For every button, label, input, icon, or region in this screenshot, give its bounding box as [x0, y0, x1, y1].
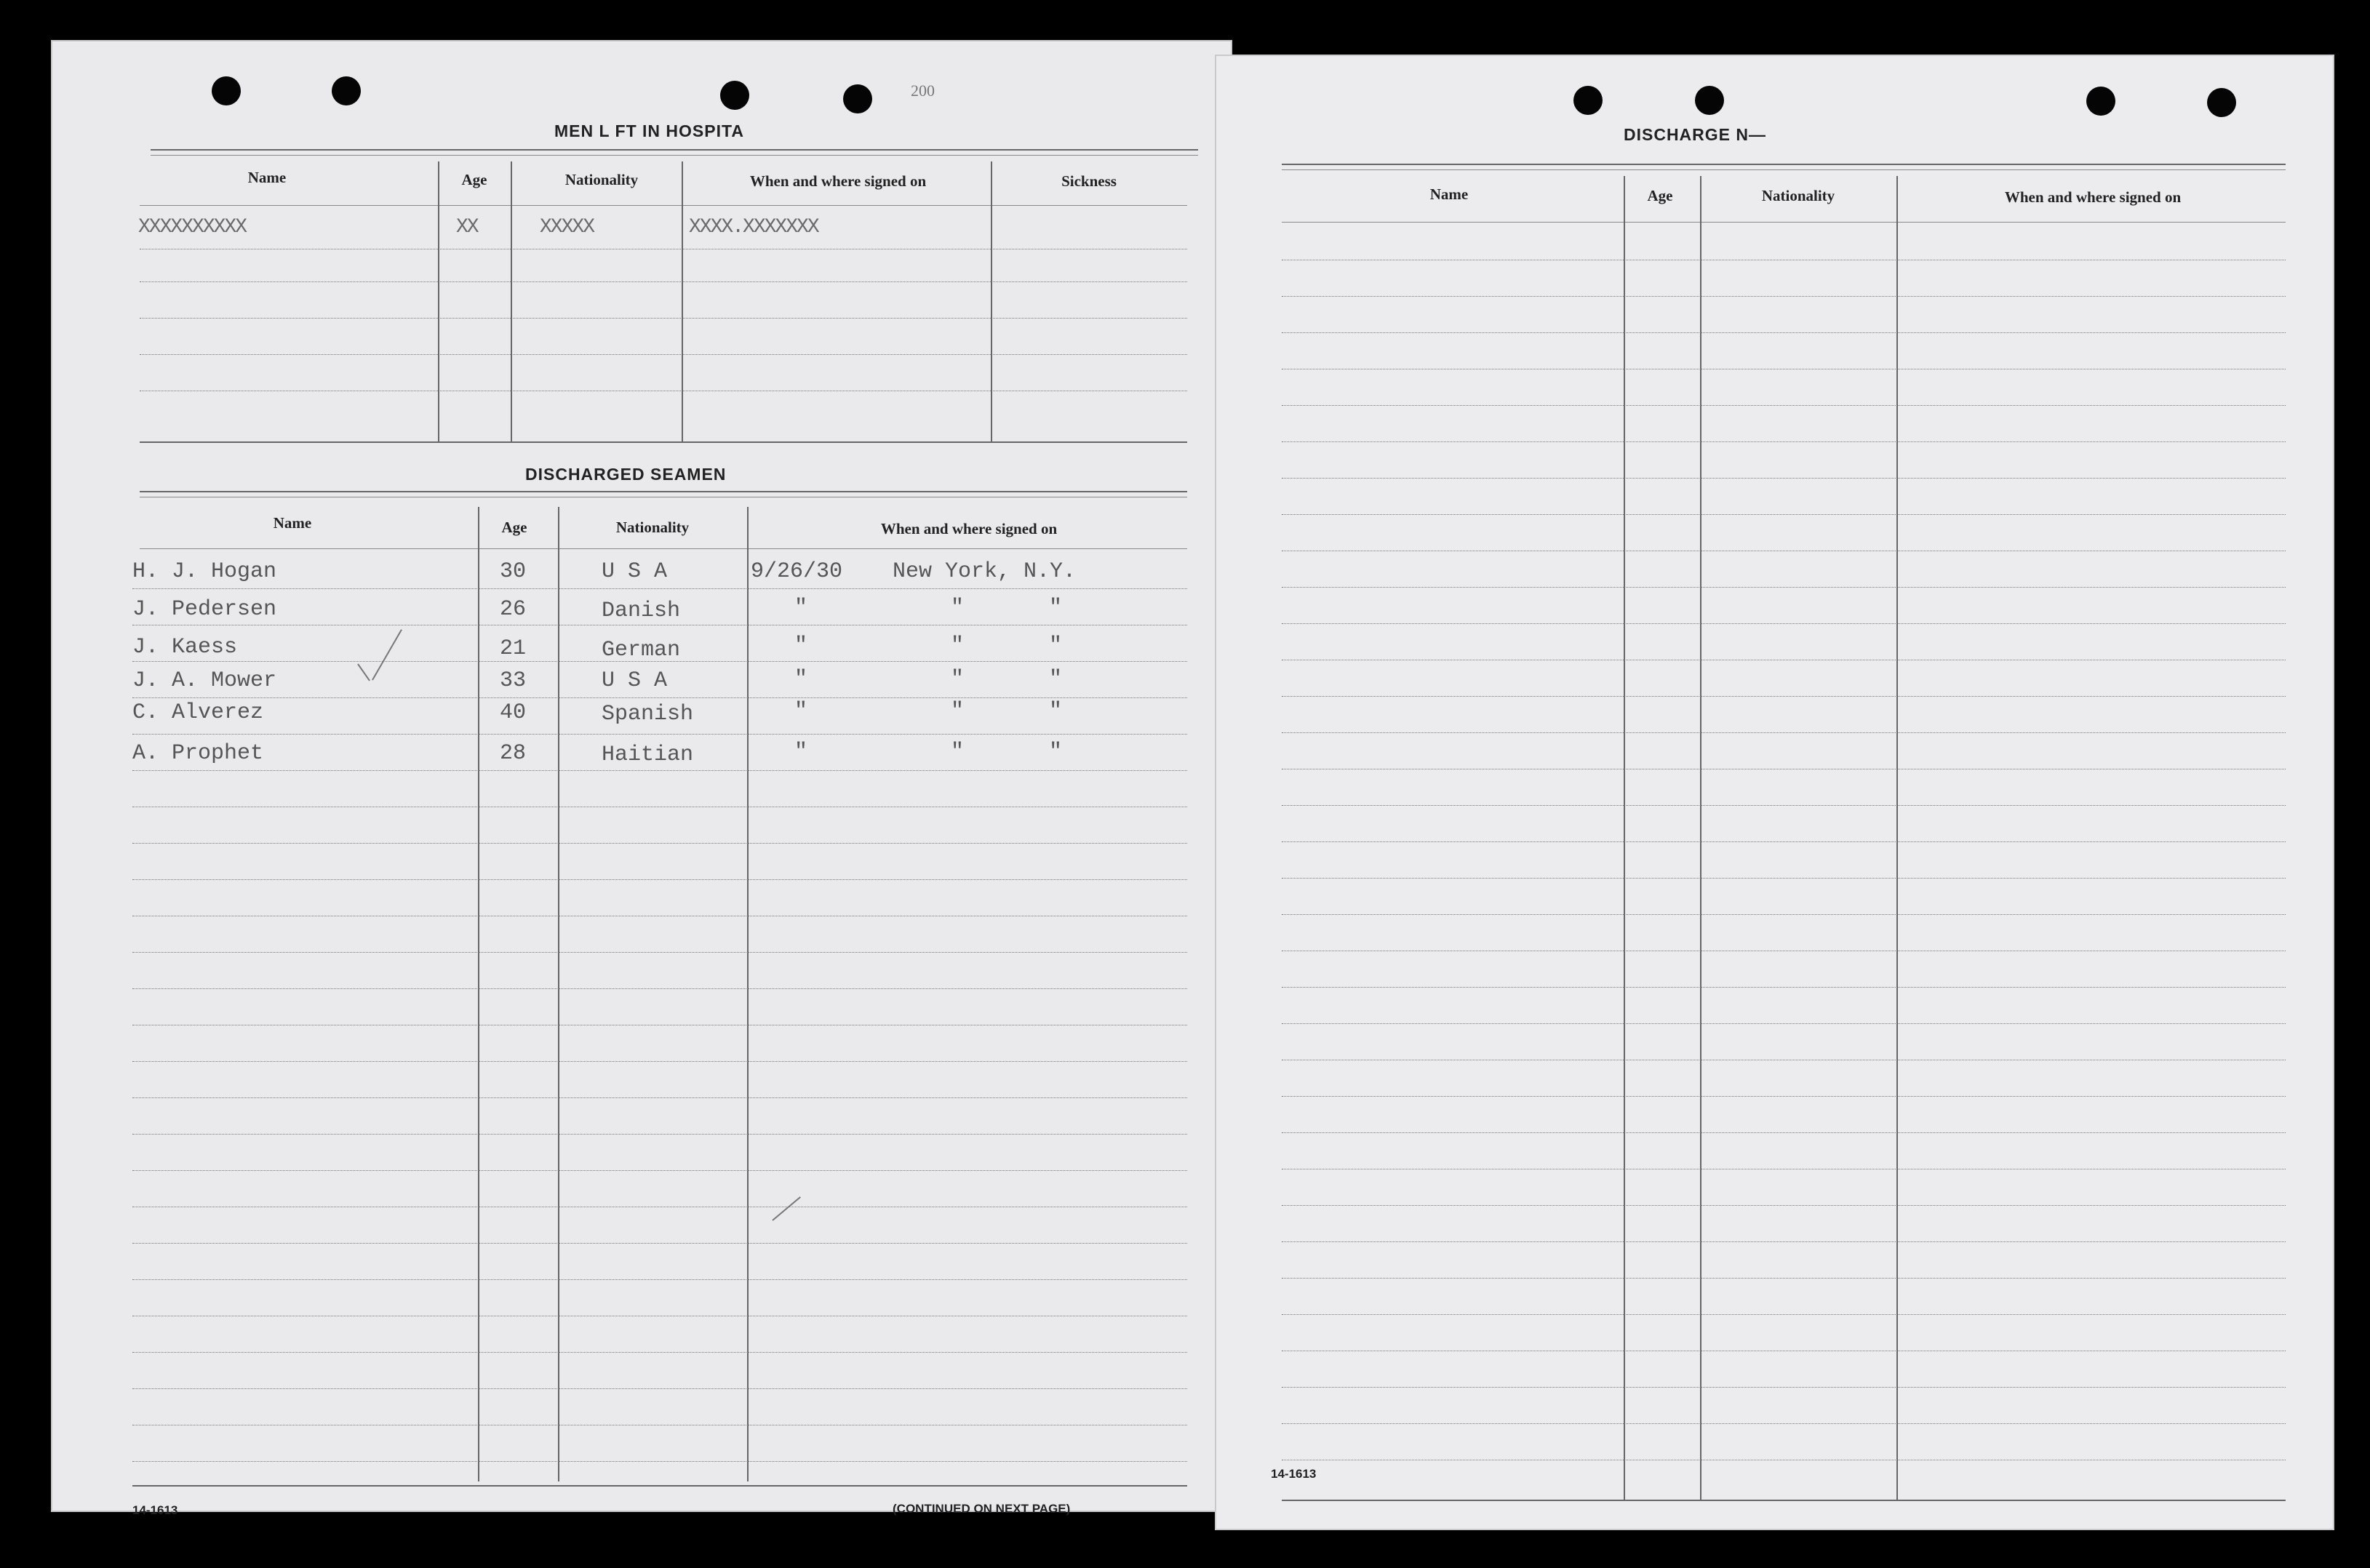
disch-vline-1 [478, 507, 479, 1481]
continued-note: (CONTINUED ON NEXT PAGE) [893, 1502, 1071, 1516]
ledger-row-line [1282, 1278, 2286, 1279]
ledger-row-line [132, 1461, 1187, 1462]
ledger-row-line [132, 1279, 1187, 1280]
ledger-row-line [1282, 1423, 2286, 1424]
disch-vline-3 [747, 507, 749, 1481]
row-5-place-ditto: " [951, 699, 965, 724]
row-6-age: 28 [500, 741, 527, 766]
row-6-name: A. Prophet [132, 741, 264, 766]
row-4-age: 33 [500, 668, 527, 693]
ledger-row-line [1282, 405, 2286, 406]
ledger-row-line [132, 1388, 1187, 1389]
punch-hole [720, 81, 749, 110]
struck-age: XX [456, 216, 478, 239]
ledger-row-line [132, 697, 1187, 698]
ledger-row-line [1282, 914, 2286, 915]
struck-signed-on: XXXX.XXXXXXX [689, 216, 818, 239]
hosp-vline-2 [511, 161, 512, 441]
row-5-date-ditto: " [794, 699, 808, 724]
right-header-age: Age [1647, 187, 1673, 204]
struck-nationality: XXXXX [540, 216, 594, 239]
ledger-row-line [132, 1097, 1187, 1098]
right-top-rule [1282, 164, 2286, 165]
right-vline-2 [1700, 176, 1701, 1500]
ledger-row-line [132, 952, 1187, 953]
row-4-place-ditto: " [951, 667, 965, 692]
row-1-date: 9/26/30 [751, 559, 843, 584]
row-5-state-ditto: " [1049, 699, 1063, 724]
row-1-place: New York, N.Y. [893, 559, 1077, 584]
row-2-nationality: Danish [602, 599, 681, 623]
ledger-row-line [1282, 987, 2286, 988]
row-4-nationality: U S A [602, 668, 668, 693]
row-5-age: 40 [500, 700, 527, 725]
ledger-row-line [1282, 296, 2286, 297]
hospital-header-age: Age [461, 171, 487, 188]
row-1-name: H. J. Hogan [132, 559, 277, 584]
disch-header-rule [140, 548, 1187, 549]
ledger-row-line [1282, 878, 2286, 879]
hosp-vline-3 [682, 161, 683, 441]
top-scribble: 200 [911, 81, 935, 100]
hospital-header-sickness: Sickness [1061, 172, 1117, 190]
discharged-header-age: Age [501, 519, 527, 536]
ledger-row-line [132, 843, 1187, 844]
ledger-row-line [1282, 514, 2286, 515]
right-top-rule-2 [1282, 169, 2286, 170]
row-1-age: 30 [500, 559, 527, 584]
ledger-row-line [132, 1170, 1187, 1171]
row-3-place-ditto: " [951, 633, 965, 658]
row-4-state-ditto: " [1049, 667, 1063, 692]
ledger-row-line [132, 1134, 1187, 1135]
hospital-header-signed-on: When and where signed on [749, 172, 927, 190]
ledger-row-line [1282, 1096, 2286, 1097]
row-3-age: 21 [500, 636, 527, 661]
right-header-rule [1282, 222, 2286, 223]
punch-hole [2207, 88, 2236, 117]
ledger-row-line [132, 1061, 1187, 1062]
row-1-nationality: U S A [602, 559, 668, 584]
row-3-name: J. Kaess [132, 635, 238, 660]
hosp-row-4 [140, 354, 1187, 355]
row-2-name: J. Pedersen [132, 597, 277, 622]
row-6-date-ditto: " [794, 740, 808, 764]
row-3-state-ditto: " [1049, 633, 1063, 658]
discharged-section-title: DISCHARGED SEAMEN [525, 465, 727, 484]
ledger-row-line [1282, 1314, 2286, 1315]
ledger-row-line [1282, 587, 2286, 588]
right-vline-1 [1624, 176, 1625, 1500]
row-2-age: 26 [500, 597, 527, 622]
ledger-row-line [132, 1243, 1187, 1244]
ledger-row-line [1282, 1205, 2286, 1206]
punch-hole [212, 76, 241, 105]
check-mark [357, 663, 370, 681]
row-2-place-ditto: " [951, 596, 965, 620]
ledger-row-line [1282, 696, 2286, 697]
left-form-number: 14-1613 [132, 1503, 178, 1517]
hospital-header-rule [140, 205, 1187, 206]
hosp-vline-4 [991, 161, 992, 441]
ledger-row-line [132, 1352, 1187, 1353]
row-3-nationality: German [602, 638, 681, 663]
hospital-top-rule-2 [151, 155, 1198, 156]
hosp-row-2 [140, 281, 1187, 282]
ledger-row-line [132, 988, 1187, 989]
row-6-nationality: Haitian [602, 743, 694, 767]
ledger-row-line [1282, 1023, 2286, 1024]
row-2-state-ditto: " [1049, 596, 1063, 620]
right-vline-3 [1896, 176, 1898, 1500]
punch-hole [1573, 86, 1603, 115]
ledger-row-line [132, 879, 1187, 880]
hosp-vline-1 [438, 161, 439, 441]
right-section-title: DISCHARGE N— [1624, 125, 1767, 144]
ledger-row-line [132, 770, 1187, 771]
right-form-number: 14-1613 [1271, 1467, 1317, 1481]
ledger-row-line [1282, 441, 2286, 442]
ledger-row-line [1282, 478, 2286, 479]
check-mark-stroke [372, 629, 402, 680]
row-2-date-ditto: " [794, 596, 808, 620]
row-4-date-ditto: " [794, 667, 808, 692]
punch-hole [843, 84, 872, 113]
ledger-row-line [1282, 623, 2286, 624]
row-5-nationality: Spanish [602, 702, 694, 727]
hospital-header-name: Name [247, 169, 287, 186]
pencil-mark [772, 1196, 801, 1221]
hospital-header-nationality: Nationality [564, 171, 639, 188]
punch-hole [1695, 86, 1724, 115]
ledger-row-line [1282, 1241, 2286, 1242]
hospital-top-rule [151, 149, 1198, 151]
right-header-signed-on: When and where signed on [2004, 188, 2182, 206]
discharged-header-name: Name [273, 514, 312, 532]
row-6-place-ditto: " [951, 740, 965, 764]
row-3-date-ditto: " [794, 633, 808, 658]
hospital-bottom-rule [140, 441, 1187, 443]
punch-hole [332, 76, 361, 105]
row-5-name: C. Alverez [132, 700, 264, 725]
hospital-section-title: MEN L FT IN HOSPITA [554, 121, 744, 140]
discharged-header-signed-on: When and where signed on [880, 520, 1058, 537]
disch-top-rule [140, 491, 1187, 492]
ledger-row-line [1282, 805, 2286, 806]
ledger-row-line [132, 661, 1187, 662]
ledger-row-line [132, 588, 1187, 589]
right-header-name: Name [1429, 185, 1469, 203]
right-header-nationality: Nationality [1761, 187, 1835, 204]
left-page [51, 40, 1232, 1517]
disch-vline-2 [558, 507, 559, 1481]
row-4-name: J. A. Mower [132, 668, 277, 693]
ledger-row-line [1282, 732, 2286, 733]
punch-hole [2086, 87, 2115, 116]
ledger-row-line [1282, 1132, 2286, 1133]
ledger-row-line [1282, 332, 2286, 333]
hosp-row-3 [140, 318, 1187, 319]
discharged-header-nationality: Nationality [615, 519, 690, 536]
ledger-row-line [1282, 1387, 2286, 1388]
right-page [1215, 55, 2334, 1530]
disch-bottom-rule [132, 1485, 1187, 1487]
right-bottom-rule [1282, 1500, 2286, 1501]
ledger-row-line [1282, 841, 2286, 842]
struck-name: XXXXXXXXXX [138, 216, 247, 239]
row-6-state-ditto: " [1049, 740, 1063, 764]
ledger-row-line [132, 734, 1187, 735]
